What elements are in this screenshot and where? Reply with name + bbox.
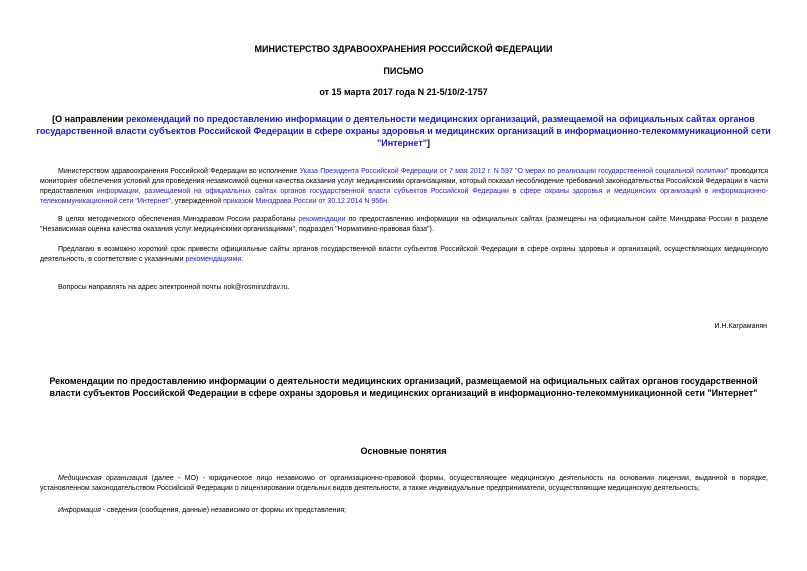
- p1-text-1: Министерством здравоохранения Российской Федерации во исполнение: [58, 168, 300, 175]
- p3-text-1: Предлагаю в возможно короткий срок привести официальные сайты органов государственной власти субъектов Российской Федерации в сфере охраны здоровья и организаций, осуществляющих медицинскую деятельность, в соответствие с указанными: [40, 246, 768, 263]
- paragraph-methodology: [40, 215, 768, 235]
- ministry-heading: МИНИСТЕРСТВО ЗДРАВООХРАНЕНИЯ РОССИЙСКОЙ ФЕДЕРАЦИИ: [254, 44, 553, 54]
- letter-subject: [30, 113, 777, 149]
- section-title: Основные понятия: [360, 446, 447, 456]
- p1-text-3: , утвержденной: [170, 198, 224, 205]
- signature: И.Н.Каграманян: [714, 323, 767, 330]
- order-956n-link[interactable]: приказом Минздрава России от 30.12.2014 N 956н: [223, 198, 387, 205]
- paragraph-proposal: [40, 245, 768, 265]
- document-type: ПИСЬМО: [383, 66, 424, 76]
- def1-text: (далее - МО) - юридическое лицо независимо от организационно-правовой формы, осуществляющее медицинскую деятельность на основании лицензии, выданной в порядке, установленном законодательством Российской Федерации о лицензировании отдельных видов деятельности, а также индивидуальные предприниматели, осуществляющие медицинскую деятельность;: [40, 475, 769, 492]
- p2-text-1: В целях методического обеспечения Минздравом России разработаны: [58, 216, 299, 223]
- document-date: от 15 марта 2017 года N 21-5/10/2-1757: [319, 87, 488, 97]
- subject-link[interactable]: рекомендаций по предоставлению информации о деятельности медицинских организаций, размещаемой на официальных сайтах органов государственной власти субъектов Российской Федерации в сфере охраны здоровья и медицинских организаций в информационно-телекоммуникационной сети "Интернет": [36, 114, 771, 148]
- recommendations-link[interactable]: рекомендации: [298, 216, 346, 223]
- subject-prefix: [О направлении: [52, 114, 127, 124]
- information-link[interactable]: информации, размещаемой на официальных сайтах органов государственной власти субъектов Российской Федерации в сфере охраны здоровья и медицинских организаций в информационно-телекоммуникационной сети "Интернет": [40, 188, 769, 205]
- p2-text-2: по предоставлению информации на официальных сайтах (размещены на официальном сайте Минздрава России в разделе "Независимая оценка качества оказания услуг медицинскими организациями", подраздел "Нормативно-правовая база").: [40, 216, 768, 233]
- decree-597-link[interactable]: Указа Президента Российской Федерации от 7 мая 2012 г. N 597 "О мерах по реализации государственной социальной политики": [299, 168, 729, 175]
- definition-information: [40, 506, 768, 516]
- paragraph-contact: Вопросы направлять на адрес электронной почты nok@rosminzdrav.ru.: [58, 284, 290, 291]
- def2-text: - сведения (сообщения, данные) независимо от формы их представления;: [100, 507, 347, 514]
- p1-text-4: .: [386, 198, 389, 205]
- def1-term: Медицинская организация: [58, 475, 148, 482]
- recommendations-title: Рекомендации по предоставлению информации о деятельности медицинских организаций, размещаемой на официальных сайтах органов государственной власти субъектов Российской Федерации в сфере охраны здоровья и медицинских организаций в информационно-телекоммуникационной сети "Интернет": [49, 376, 758, 398]
- definition-medical-organization: [40, 474, 768, 494]
- def2-term: Информация: [58, 507, 101, 514]
- p1-text-2: проводится мониторинг обеспечения условий для проведения независимой оценки качества оказания услуг медицинскими организациями, который показал несоблюдение требований законодательства Российской Федерации в части предоставления: [40, 168, 768, 195]
- recommendations-link-2[interactable]: рекомендациями: [185, 256, 242, 263]
- subject-suffix: ]: [427, 138, 431, 148]
- paragraph-monitoring: [40, 167, 768, 207]
- p3-text-2: .: [241, 256, 244, 263]
